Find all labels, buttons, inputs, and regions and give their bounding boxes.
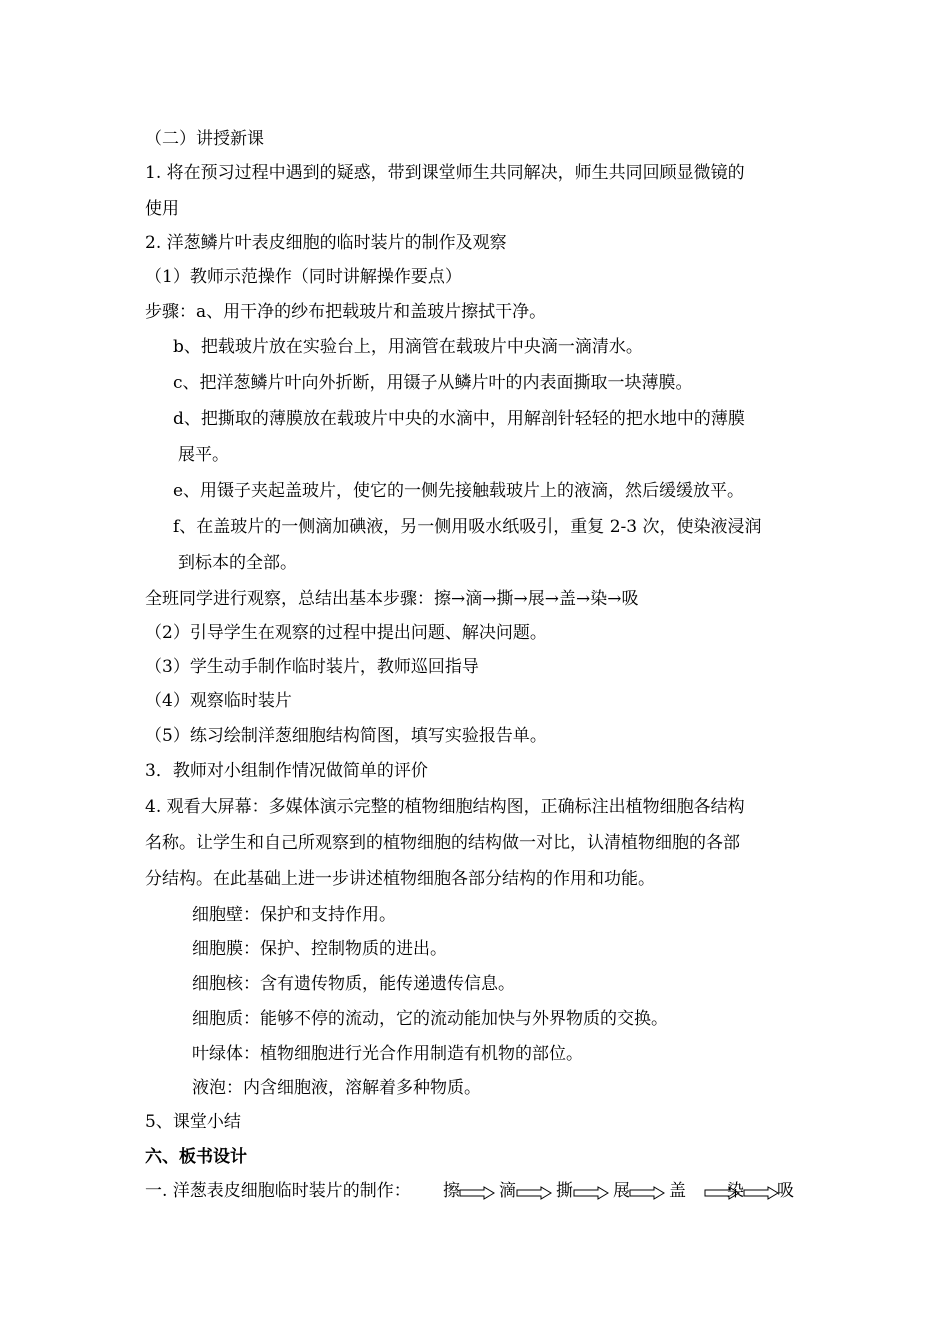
structure-chloroplast: 叶绿体：植物细胞进行光合作用制造有机物的部位。 xyxy=(192,1044,583,1064)
hollow-arrow-icon xyxy=(743,1186,779,1200)
step-d-cont: 展平。 xyxy=(178,445,229,465)
step-f-cont: 到标本的全部。 xyxy=(178,553,297,573)
hollow-arrow-icon xyxy=(516,1186,552,1200)
paragraph-item1: 1. 将在预习过程中遇到的疑惑，带到课堂师生共同解决，师生共同回顾显微镜的 xyxy=(145,163,745,183)
step-f: f、在盖玻片的一侧滴加碘液，另一侧用吸水纸吸引，重复 2-3 次，使染液浸润 xyxy=(173,517,762,537)
subitem-5: （5）练习绘制洋葱细胞结构简图，填写实验报告单。 xyxy=(145,726,547,746)
paragraph-item3: 3．教师对小组制作情况做简单的评价 xyxy=(145,761,428,781)
subitem-4: （4）观察临时装片 xyxy=(145,691,292,711)
paragraph-item4: 4. 观看大屏幕：多媒体演示完整的植物细胞结构图，正确标注出植物细胞各结构 xyxy=(145,797,745,817)
board-step-ca: 擦 xyxy=(443,1181,460,1201)
structure-nucleus: 细胞核：含有遗传物质，能传递遗传信息。 xyxy=(192,974,515,994)
step-b: b、把载玻片放在实验台上，用滴管在载玻片中央滴一滴清水。 xyxy=(173,337,643,357)
paragraph-item1-cont: 使用 xyxy=(145,199,179,219)
subitem-1: （1）教师示范操作（同时讲解操作要点） xyxy=(145,267,462,287)
board-step-di: 滴 xyxy=(499,1181,516,1201)
paragraph-item4-cont1: 名称。让学生和自己所观察到的植物细胞的结构做一对比，认清植物细胞的各部 xyxy=(145,833,740,853)
structure-cell-wall: 细胞壁：保护和支持作用。 xyxy=(192,905,396,925)
subitem-2: （2）引导学生在观察的过程中提出问题、解决问题。 xyxy=(145,623,547,643)
step-a: 步骤：a、用干净的纱布把载玻片和盖玻片擦拭干净。 xyxy=(145,302,547,322)
paragraph-item4-cont2: 分结构。在此基础上进一步讲述植物细胞各部分结构的作用和功能。 xyxy=(145,869,655,889)
board-flow-prefix: 一. 洋葱表皮细胞临时装片的制作： xyxy=(145,1181,411,1201)
board-step-ran: 染 xyxy=(727,1181,744,1201)
subitem-3: （3）学生动手制作临时装片，教师巡回指导 xyxy=(145,657,479,677)
board-step-xi: 吸 xyxy=(777,1181,794,1201)
step-c: c、把洋葱鳞片叶向外折断，用镊子从鳞片叶的内表面撕取一块薄膜。 xyxy=(173,373,693,393)
summary-steps: 全班同学进行观察，总结出基本步骤：擦→滴→撕→展→盖→染→吸 xyxy=(145,589,639,609)
step-e: e、用镊子夹起盖玻片，使它的一侧先接触载玻片上的液滴，然后缓缓放平。 xyxy=(173,481,745,501)
board-step-si: 撕 xyxy=(556,1181,573,1201)
hollow-arrow-icon xyxy=(629,1186,665,1200)
hollow-arrow-icon xyxy=(573,1186,609,1200)
paragraph-item5: 5、课堂小结 xyxy=(145,1112,241,1132)
structure-cell-membrane: 细胞膜：保护、控制物质的进出。 xyxy=(192,939,447,959)
hollow-arrow-icon xyxy=(459,1186,495,1200)
step-d: d、把撕取的薄膜放在载玻片中央的水滴中，用解剖针轻轻的把水地中的薄膜 xyxy=(173,409,745,429)
board-step-zhan: 展 xyxy=(613,1181,630,1201)
structure-cytoplasm: 细胞质：能够不停的流动，它的流动能加快与外界物质的交换。 xyxy=(192,1009,668,1029)
board-step-gai: 盖 xyxy=(669,1181,686,1201)
section-heading-board-design: 六、板书设计 xyxy=(145,1147,247,1167)
section-heading-teaching: （二）讲授新课 xyxy=(145,129,264,149)
paragraph-item2: 2. 洋葱鳞片叶表皮细胞的临时装片的制作及观察 xyxy=(145,233,507,253)
structure-vacuole: 液泡：内含细胞液，溶解着多种物质。 xyxy=(192,1078,481,1098)
